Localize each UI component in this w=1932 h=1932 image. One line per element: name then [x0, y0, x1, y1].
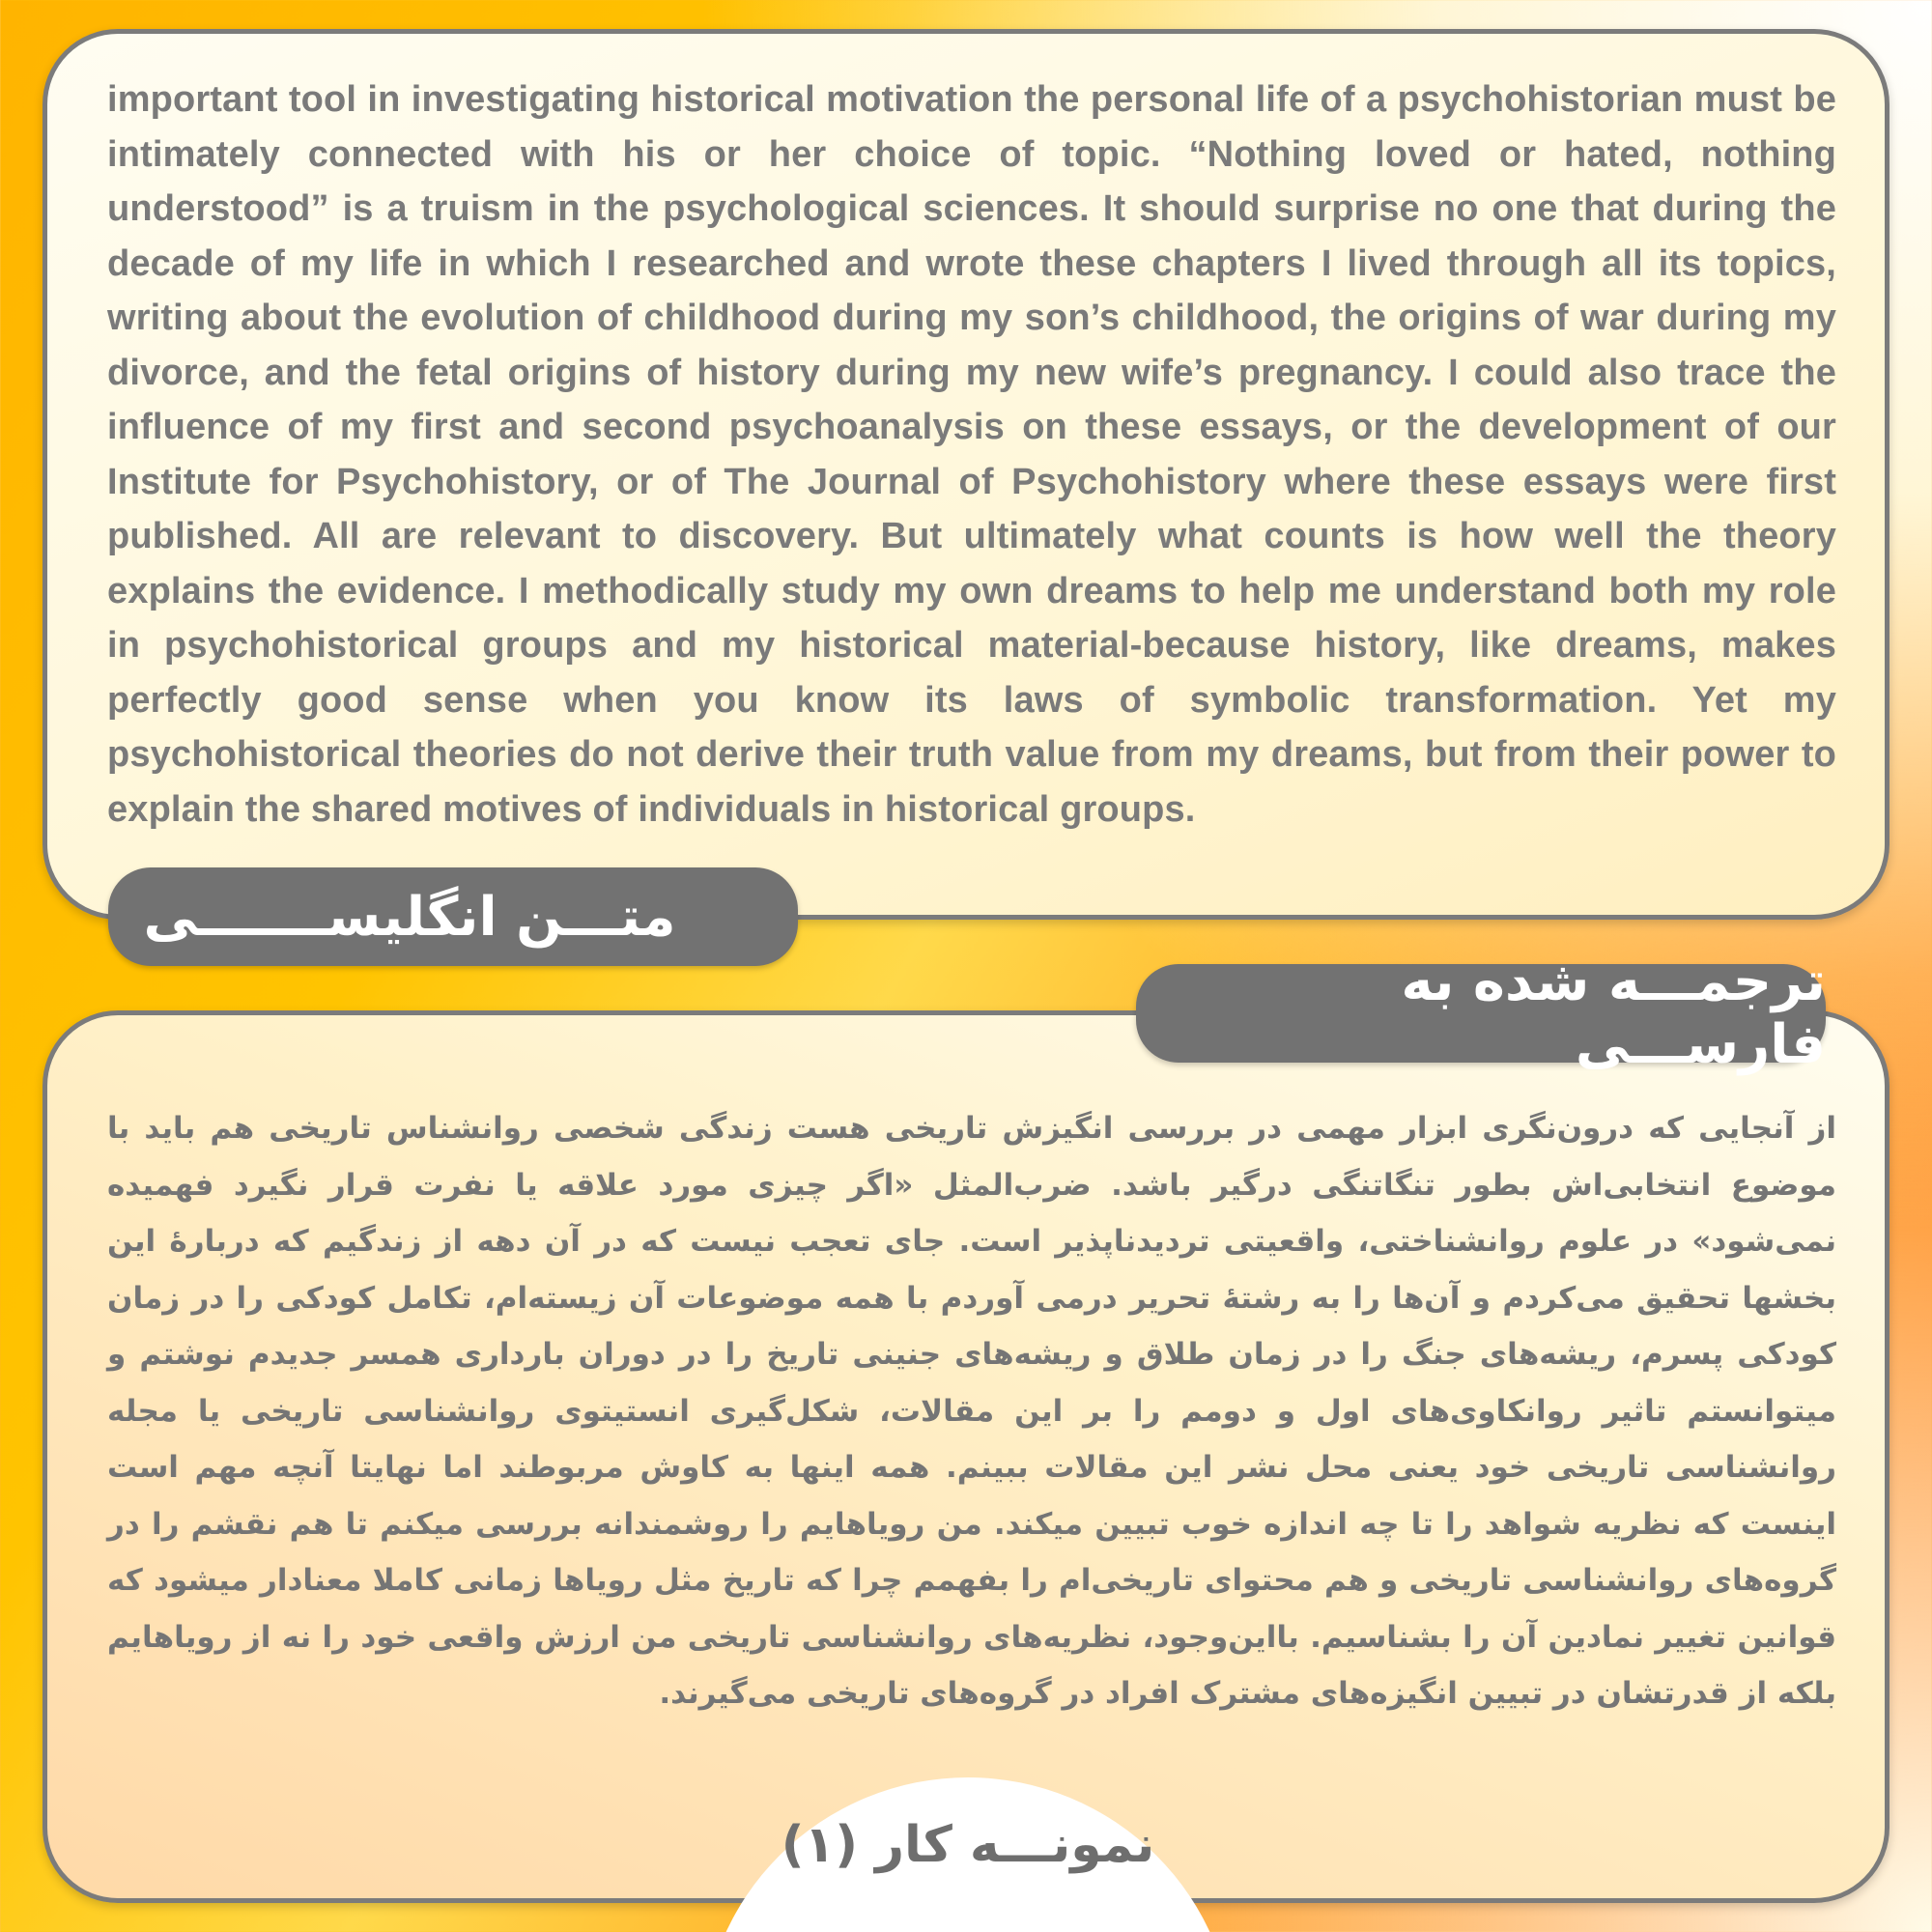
- persian-text: از آنجایی که درون‌نگری ابزار مهمی در بررسی انگیزش تاریخی هست زندگی شخصی روانشناس تاریخی هم باید با موضوع انتخابی‌اش بطور تنگاتنگی درگیر باشد. ضرب‌المثل «اگر چیزی مورد علاقه یا نفرت قرار نگیرد فهمیده نمی‌شود» در علوم روانشناختی، واقعیتی تردیدناپذیر است. جای تعجب نیست که در آن دهه از زندگیم که دربارۀ این بخشها تحقیق می‌کردم و آن‌ها را به رشتۀ تحریر درمی آوردم با همه موضوعات آن زیسته‌ام، تکامل کودکی را در زمان کودکی پسرم، ریشه‌های جنگ را در زمان طلاق و ریشه‌های جنینی تاریخ را در دوران بارداری همسر جدیدم نوشتم و میتوانستم تاثیر روانکاوی‌های اول و دومم را بر این مقالات، شکل‌گیری انستیتوی روانشناسی تاریخی یا مجله روانشناسی تاریخی خود یعنی محل نشر این مقالات ببینم. همه اینها به کاوش مربوطند اما نهایتا آنچه مهم است اینست که نظریه شواهد را تا چه اندازه خوب تبیین میکند. من رویاهایم را روشمندانه بررسی میکنم تا هم نقشم را در گروه‌های روانشناسی تاریخی و هم محتوای تاریخی‌ام را بفهمم چرا که تاریخ مثل رویاها زمانی کاملا معنادار میشود که قوانین تغییر نمادین آن را بشناسیم. بااین‌وجود، نظریه‌های روانشناسی تاریخی من ارزش واقعی خود را نه از رویاهایم بلکه از قدرتشان در تبیین انگیزه‌های مشترک افراد در گروه‌های تاریخی می‌گیرند.: [107, 1111, 1836, 1711]
- persian-section-label: [1136, 951, 1826, 1076]
- persian-section-label-text: ترجمـــه شده به فارســـی: [1401, 951, 1826, 1076]
- english-section-label: [108, 867, 798, 966]
- persian-translation-panel: [43, 1010, 1889, 1903]
- english-text: important tool in investigating historical motivation the personal life of a psychohistorian must be intimately connected with his or her choice of topic. “Nothing loved or hated, nothing understood” is a truism in the psychological sciences. It should surprise no one that during the decade of my life in which I researched and wrote these chapters I lived through all its topics, writing about the evolution of childhood during my son’s childhood, the origins of war during my divorce, and the fetal origins of history during my new wife’s pregnancy. I could also trace the influence of my first and second psychoanalysis on these essays, or the development of our Institute for Psychohistory, or of The Journal of Psychohistory where these essays were first published. All are relevant to discovery. But ultimately what counts is how well the theory explains the evidence. I methodically study my own dreams to help me understand both my role in psychohistorical groups and my historical material-because history, like dreams, makes perfectly good sense when you know its laws of symbolic transformation. Yet my psychohistorical theories do not derive their truth value from my dreams, but from their power to explain the shared motives of individuals in historical groups.: [107, 79, 1836, 830]
- english-text-panel: [43, 29, 1889, 920]
- sample-work-label: نمونـــه کار (۱): [781, 1816, 1155, 1874]
- english-section-label-text: متـــن انگلیســـــــی: [143, 885, 676, 949]
